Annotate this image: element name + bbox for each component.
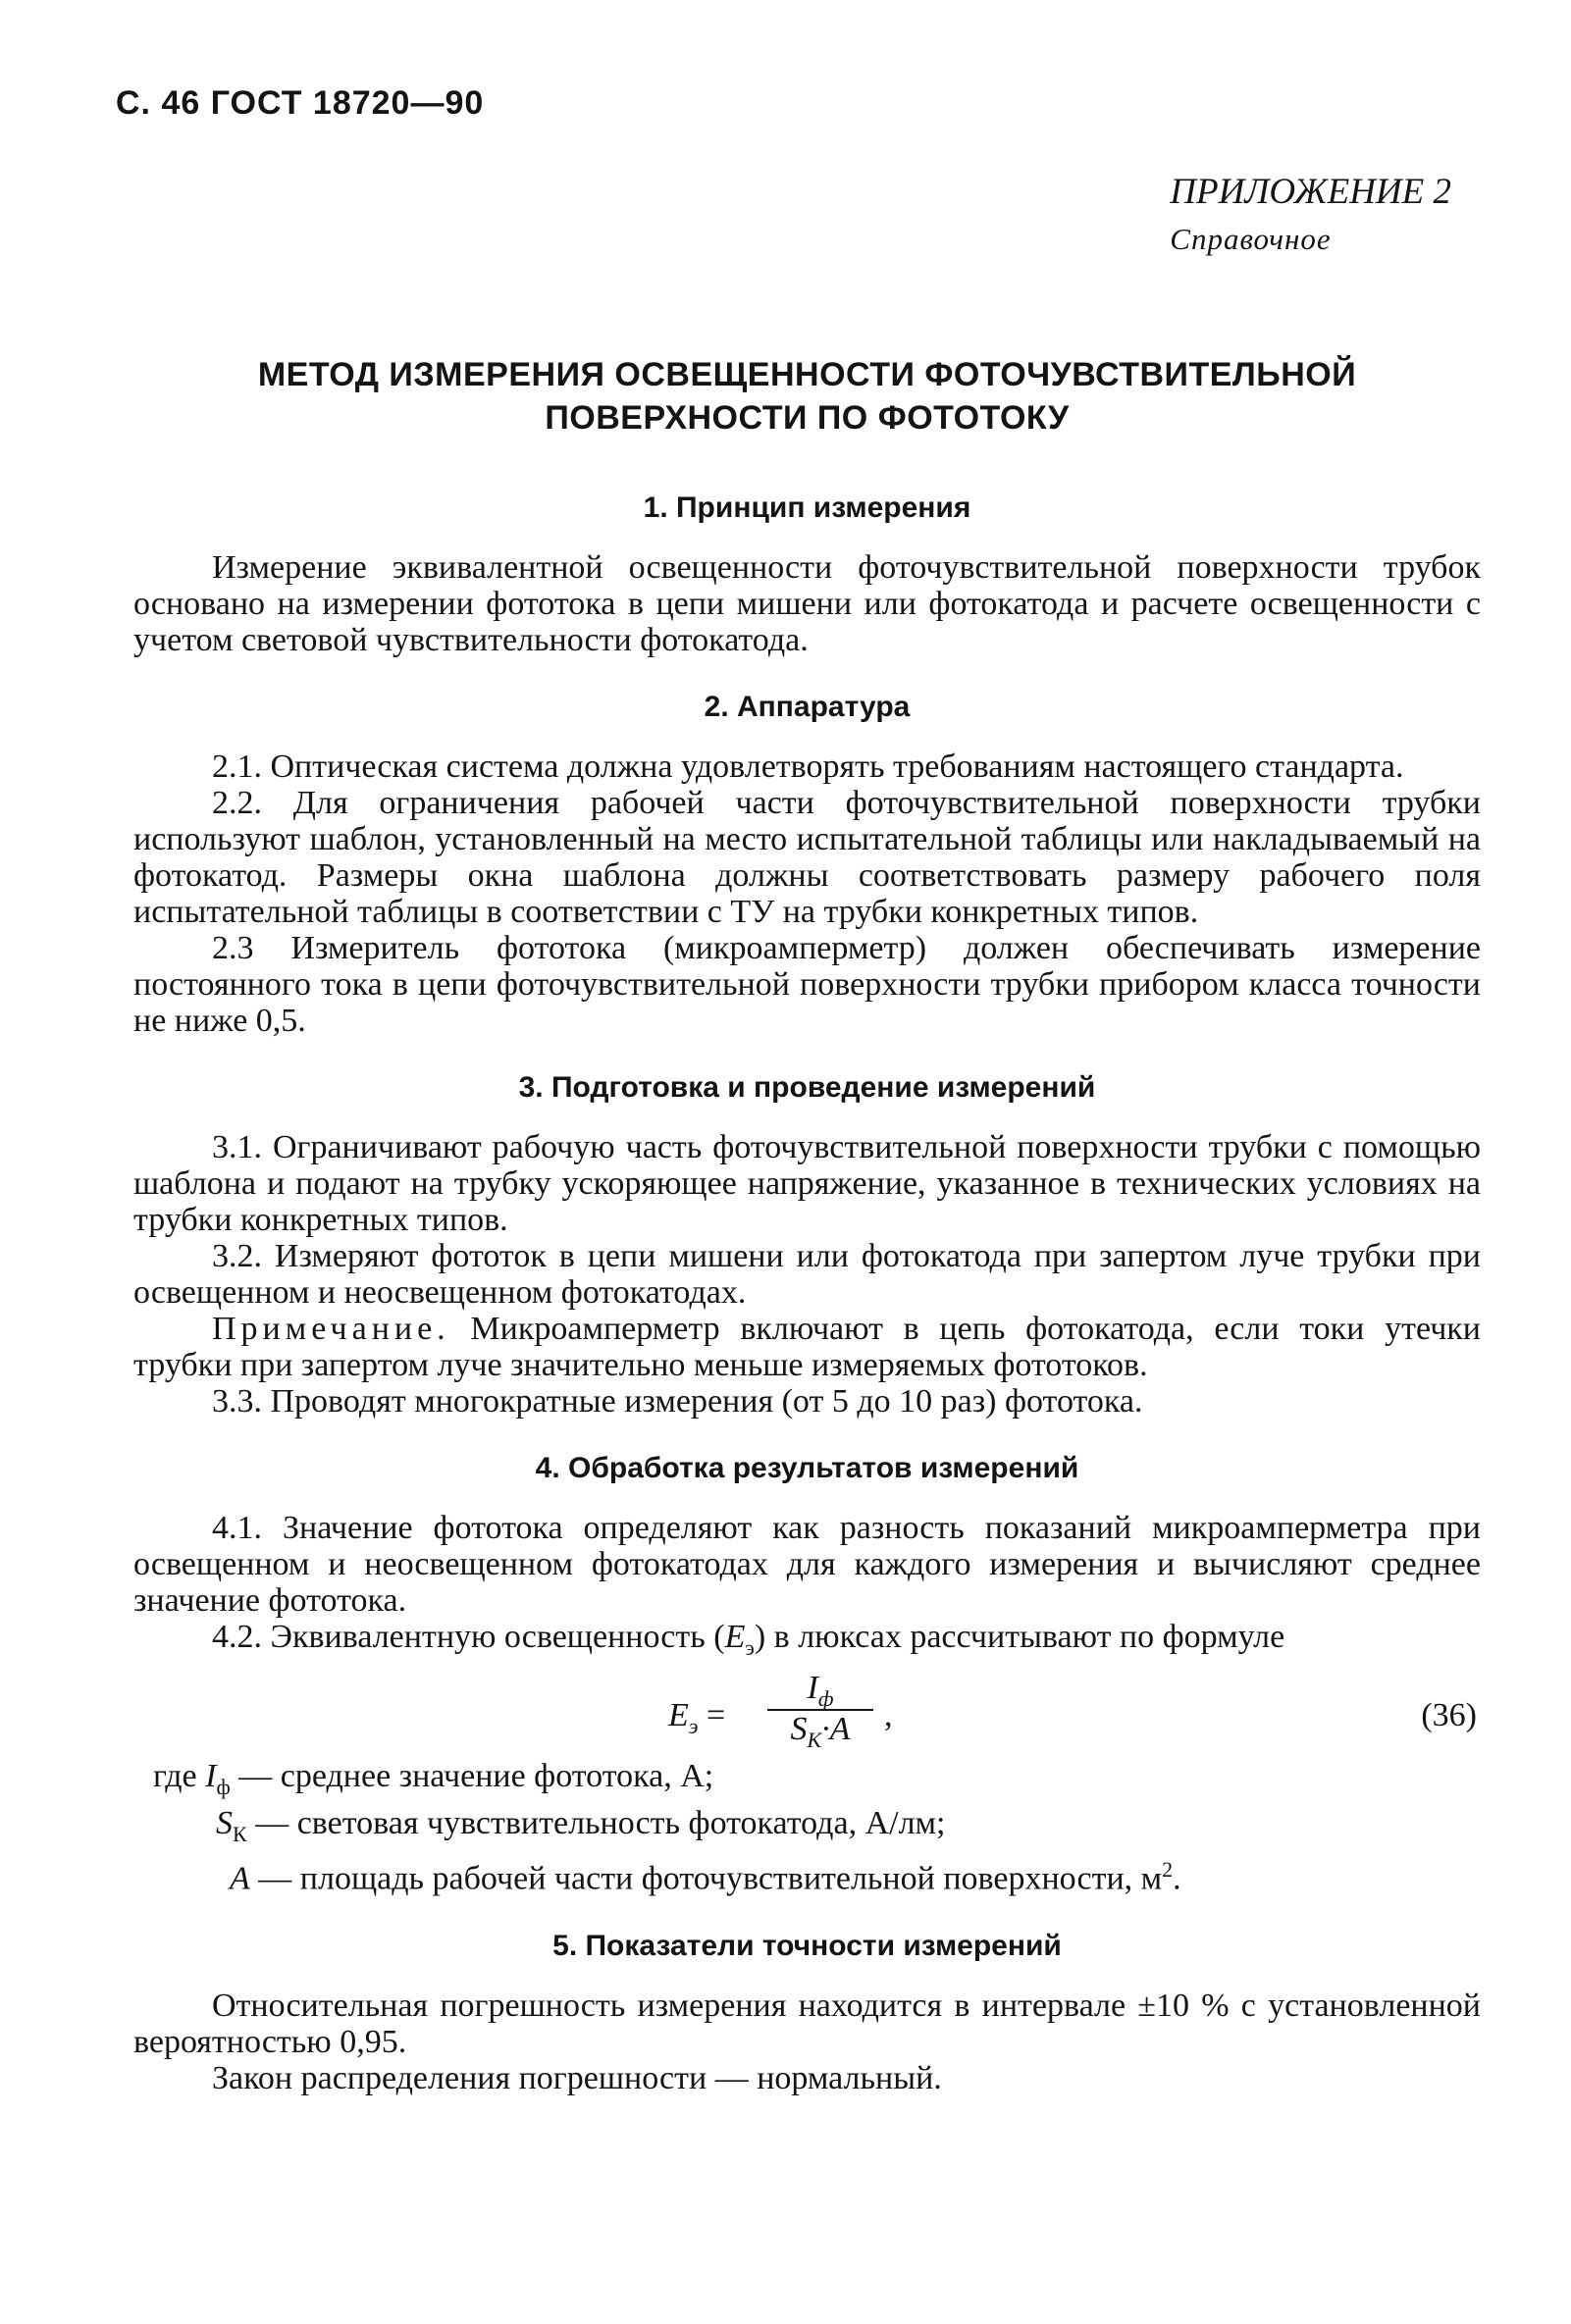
appendix-label (1170, 169, 1451, 263)
formula-fraction (761, 1670, 879, 1758)
paragraph-5-1: Относительная погрешность измерения находится в интервале ±10 % с установленной вероятностью 0,95. (133, 1987, 1481, 2060)
paragraph-2-2: 2.2. Для ограничения рабочей части фоточувствительной поверхности трубки используют шаблон, установленный на место испытательной таблицы или накладываемый на фотокатод. Размеры окна шаблона должны соответствовать размеру рабочего поля испытательной таблицы в соответствии с ТУ на трубки конкретных типов. (133, 785, 1481, 930)
section-3-heading: 3. Подготовка и проведение измерений (518, 1071, 1096, 1104)
formula-comma: , (884, 1696, 893, 1733)
variable-definitions (133, 1758, 1481, 1897)
section-1-heading: 1. Принцип измерения (643, 491, 971, 524)
definition-sensitivity: $S_К$ — световая чувствительность фотокатода, А/лм; (216, 1804, 946, 1846)
paragraph-4-2: 4.2. Эквивалентную освещенность $(E_э)$ в люксах рассчитывают по формуле (212, 1619, 1285, 1660)
section-1-text: Измерение эквивалентной освещенности фоточувствительной поверхности трубок основано на измерении фототока в цепи мишени или фотокатода и расчете освещенности с учетом световой чувствительности фотокатода. (133, 549, 1481, 658)
section-4-heading: 4. Обработка результатов измерений (535, 1452, 1079, 1484)
formula-number: (36) (1421, 1696, 1477, 1733)
formula-lhs: $E_э$ = (668, 1696, 726, 1738)
appendix-title: ПРИЛОЖЕНИЕ 2 (1170, 172, 1451, 212)
formula-numerator: $I_ф$ (807, 1669, 834, 1711)
section-5-heading: 5. Показатели точности измерений (552, 1929, 1062, 1962)
document-title: МЕТОД ИЗМЕРЕНИЯ ОСВЕЩЕННОСТИ ФОТОЧУВСТВИТЕЛЬНОЙ ПОВЕРХНОСТИ ПО ФОТОТОКУ (257, 356, 1357, 437)
definition-area: A — площадь рабочей части фоточувствительной поверхности, $м^2$. (230, 1857, 1181, 1897)
paragraph-4-1: 4.1. Значение фототока определяют как разность показаний микроамперметра при освещенном и неосвещенном фотокатодах для каждого измерения и вычисляют среднее значение фототока. (133, 1510, 1481, 1619)
definition-photocurrent: где $I_ф$ — среднее значение фототока, А; (153, 1757, 714, 1799)
note-text: Микроамперметр включают в цепь фотокатода, если токи утечки трубки при запертом луче значительно меньше измеряемых фототоков. (133, 1311, 1482, 1383)
note (133, 1311, 1481, 1383)
paragraph-3-2: 3.2. Измеряют фототок в цепи мишени или фотокатода при запертом луче трубки при освещенном и неосвещенном фотокатодах. (133, 1238, 1481, 1311)
page-header: С. 46 ГОСТ 18720—90 (116, 84, 485, 122)
paragraph-2-3: 2.3 Измеритель фототока (микроамперметр) должен обеспечивать измерение постоянного тока в цепи фоточувствительной поверхности трубки прибором класса точности не ниже 0,5. (133, 930, 1481, 1039)
formula-denominator: $S_К\cdot A$ (790, 1710, 851, 1752)
paragraph-3-3: 3.3. Проводят многократные измерения (от 5 до 10 раз) фототока. (212, 1383, 1143, 1420)
note-label: Примечание. (212, 1311, 450, 1347)
paragraph-2-1: 2.1. Оптическая система должна удовлетворять требованиям настоящего стандарта. (212, 749, 1404, 785)
appendix-subtitle: Справочное (1170, 222, 1332, 256)
formula-36 (133, 1670, 1481, 1754)
document-body (133, 353, 1481, 2096)
paragraph-3-1: 3.1. Ограничивают рабочую часть фоточувствительной поверхности трубки с помощью шаблона и подают на трубку ускоряющее напряжение, указанное в технических условиях на трубки конкретных типов. (133, 1129, 1481, 1238)
section-2-heading: 2. Аппаратура (704, 691, 911, 723)
paragraph-5-2: Закон распределения погрешности — нормальный. (212, 2059, 942, 2096)
